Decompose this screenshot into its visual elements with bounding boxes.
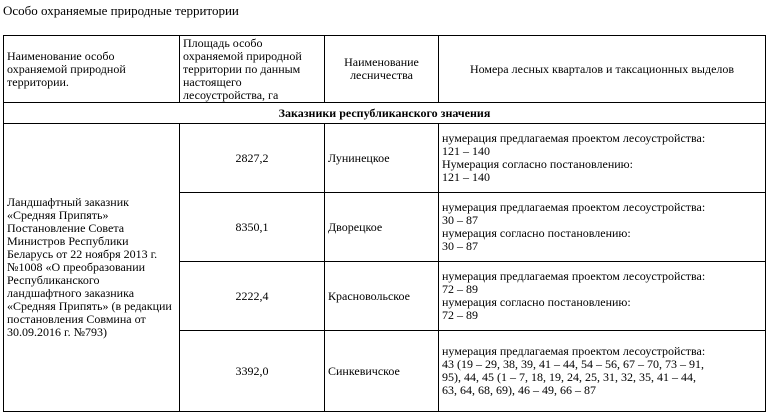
quarter-numbers-cell — [439, 262, 766, 331]
table-row — [4, 124, 766, 193]
area-cell: 2827,2 — [180, 124, 325, 193]
header-quarter-numbers: Номера лесных кварталов и таксационных выделов — [439, 36, 766, 103]
numbers-line: 30 – 87 — [442, 213, 478, 227]
document-title: Особо охраняемые природные территории — [3, 3, 239, 18]
area-cell: 8350,1 — [180, 193, 325, 262]
protected-areas-table — [3, 35, 766, 412]
forestry-cell: Красновольское — [325, 262, 439, 331]
quarter-numbers-cell — [439, 193, 766, 262]
header-area-size: Площадь особо охраняемой природной территории по данным настоящего лесоустройства, га — [180, 36, 325, 103]
numbers-line: 95), 44, 45 (1 – 7, 18, 19, 24, 25, 31, 32, 35, 41 – 44, — [442, 370, 696, 384]
numbers-line: нумерация предлагаемая проектом лесоустройства: — [442, 131, 706, 145]
forestry-cell: Дворецкое — [325, 193, 439, 262]
section-row — [4, 103, 766, 124]
header-forestry: Наименование лесничества — [325, 36, 439, 103]
forestry-cell: Синкевичское — [325, 331, 439, 412]
forestry-cell: Лунинецкое — [325, 124, 439, 193]
area-cell: 3392,0 — [180, 331, 325, 412]
numbers-line: нумерация предлагаемая проектом лесоустройства: — [442, 344, 706, 358]
numbers-line: 43 (19 – 29, 38, 39, 41 – 44, 54 – 56, 67 – 70, 73 – 91, — [442, 357, 704, 371]
quarter-numbers-cell — [439, 331, 766, 412]
numbers-line: 121 – 140 — [442, 144, 490, 158]
numbers-line: нумерация согласно постановлению: — [442, 226, 631, 240]
numbers-line: нумерация предлагаемая проектом лесоустройства: — [442, 269, 706, 283]
section-title: Заказники республиканского значения — [4, 103, 766, 124]
numbers-line: 72 – 89 — [442, 282, 478, 296]
numbers-line: нумерация согласно постановлению: — [442, 295, 631, 309]
numbers-line: 121 – 140 — [442, 170, 490, 184]
quarter-numbers-cell — [439, 124, 766, 193]
numbers-line: 30 – 87 — [442, 239, 478, 253]
numbers-line: 72 – 89 — [442, 308, 478, 322]
area-cell: 2222,4 — [180, 262, 325, 331]
reserve-name-cell: Ландшафтный заказник «Средняя Припять» Постановление Совета Министров Республики Беларусь от 22 ноября 2013 г. №1008 «О преобразовании Республиканского ландшафтного заказника «Средняя Припять» (в редакции постановления Совмина от 30.09.2016 г. №793) — [4, 124, 180, 412]
table-header-row — [4, 36, 766, 103]
numbers-line: нумерация предлагаемая проектом лесоустройства: — [442, 200, 706, 214]
numbers-line: 63, 64, 68, 69), 46 – 49, 66 – 87 — [442, 383, 596, 397]
numbers-line: Нумерация согласно постановлению: — [442, 157, 633, 171]
header-area-name: Наименование особо охраняемой природной территории. — [4, 36, 180, 103]
